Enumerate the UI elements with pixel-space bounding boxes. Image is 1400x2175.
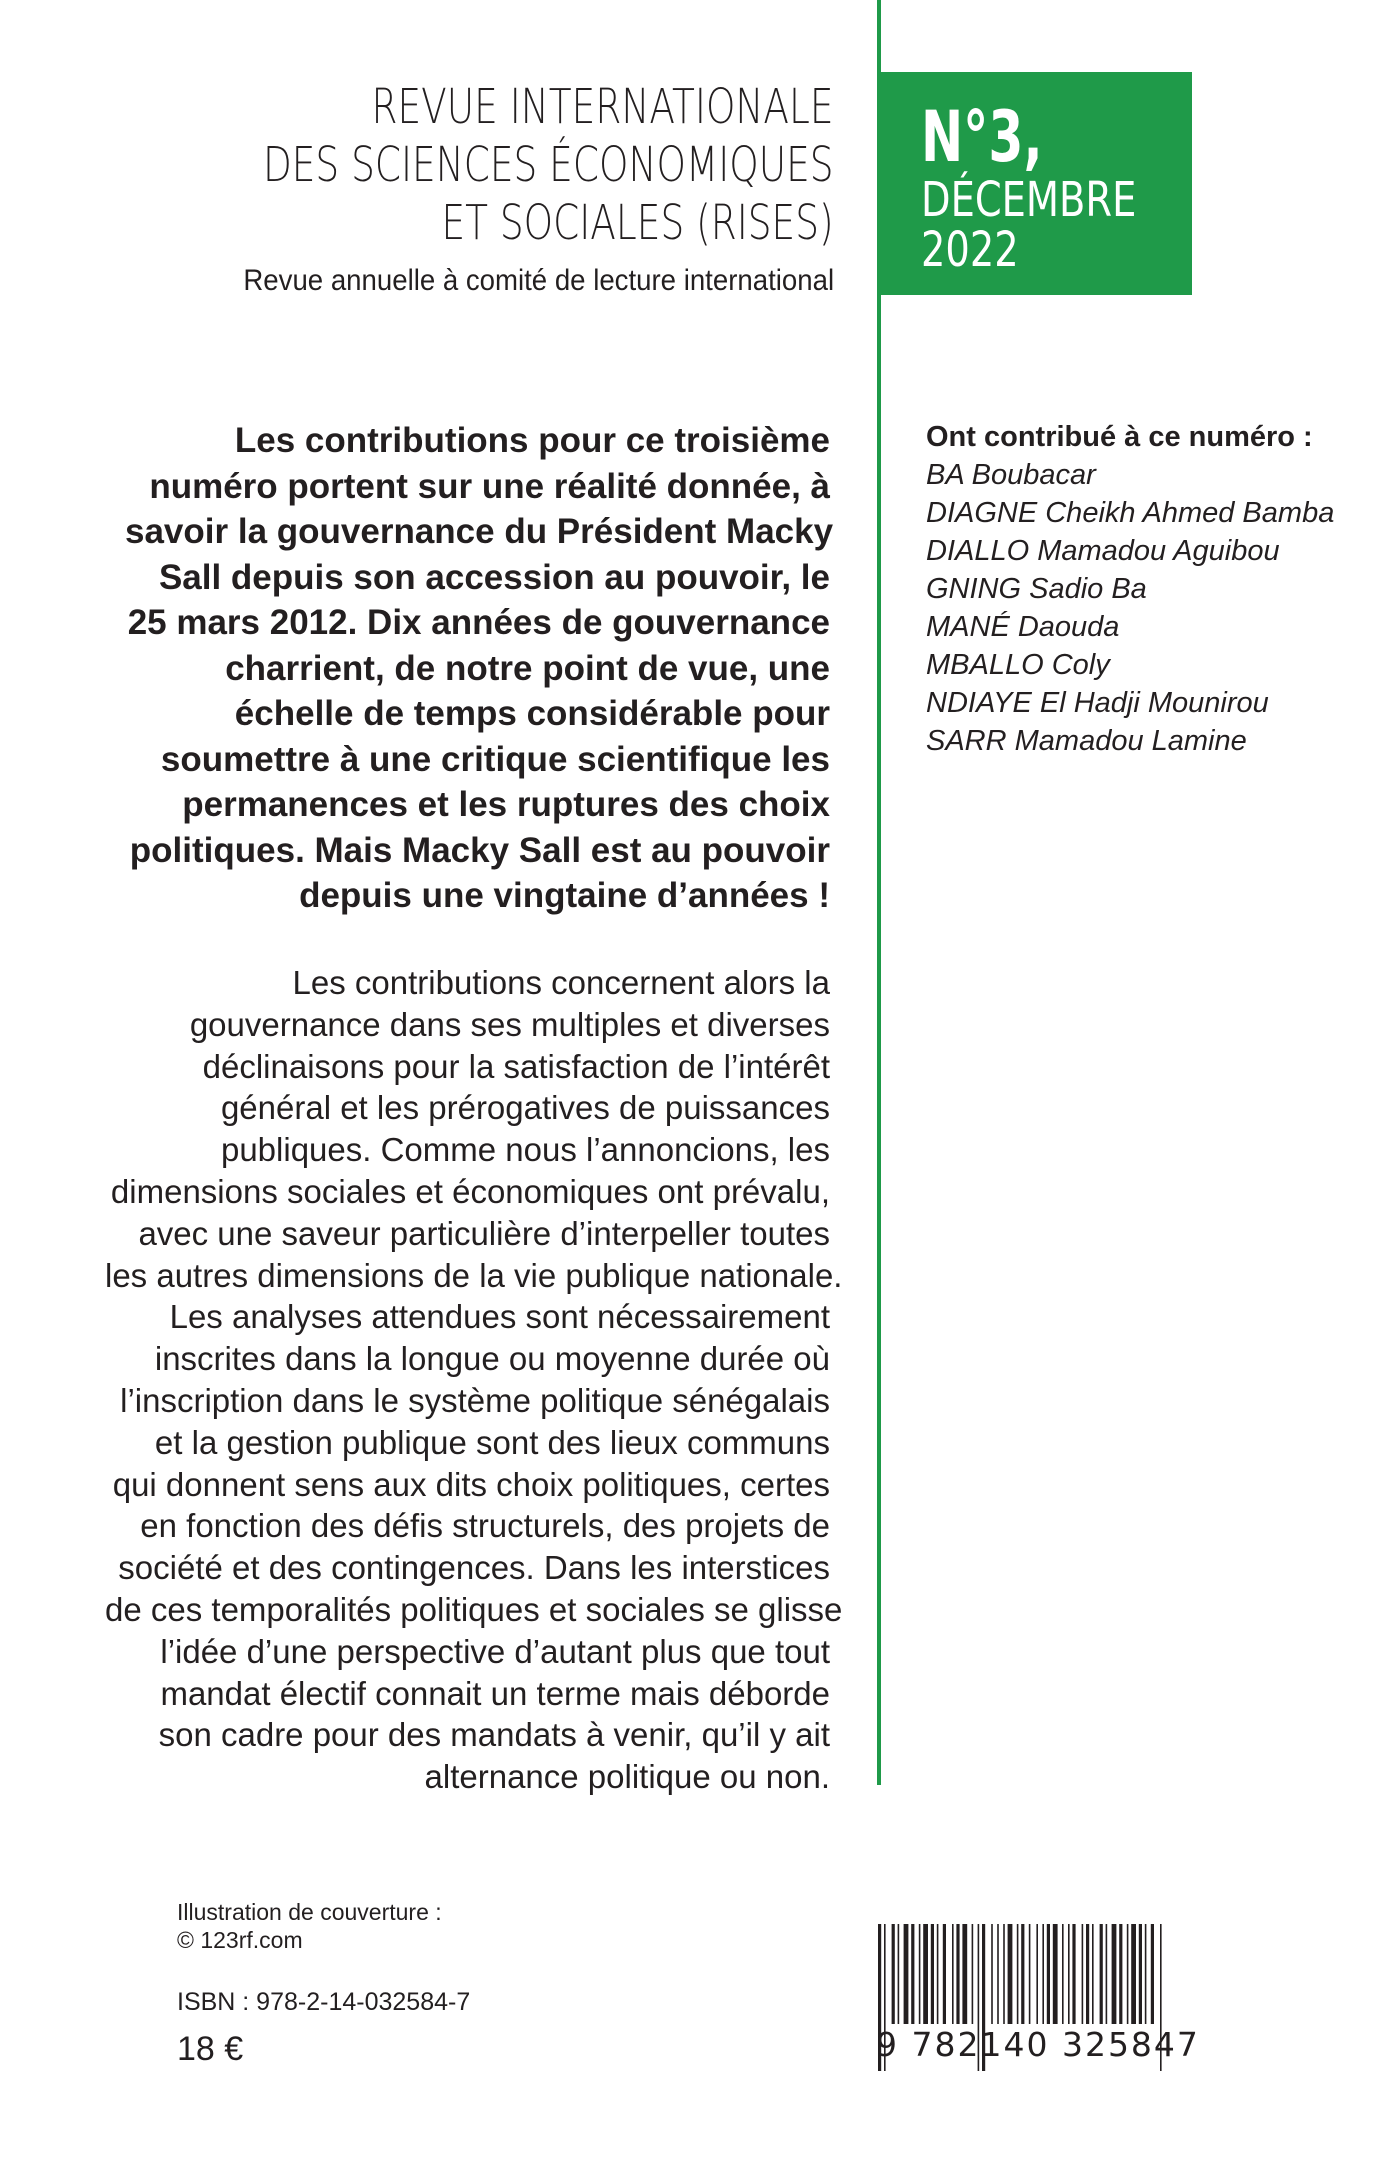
lead-line: savoir la gouvernance du Président Macky bbox=[125, 512, 834, 551]
body-line: l’inscription dans le système politique sénégalais bbox=[120, 1381, 830, 1419]
issue-badge bbox=[881, 72, 1192, 295]
body-line: inscrites dans la longue ou moyenne durée où bbox=[154, 1340, 830, 1378]
body-line: Les contributions concernent alors la bbox=[292, 964, 830, 1001]
body-line: en fonction des défis structurels, des projets de bbox=[140, 1507, 830, 1545]
body-line: mandat électif connait un terme mais déborde bbox=[160, 1674, 830, 1712]
body-line: l’idée d’une perspective d’autant plus que tout bbox=[160, 1632, 830, 1670]
lead-line: Sall depuis son accession au pouvoir, le bbox=[158, 557, 830, 597]
lead-line: numéro portent sur une réalité donnée, à bbox=[149, 466, 830, 506]
contributor-name: BA Boubacar bbox=[926, 459, 1096, 491]
contributor-name: SARR Mamadou Lamine bbox=[926, 725, 1247, 757]
issue-month: DÉCEMBRE bbox=[921, 172, 1137, 228]
contributors-heading: Ont contribué à ce numéro : bbox=[926, 421, 1313, 453]
credit-label: Illustration de couverture : bbox=[177, 1899, 442, 1925]
journal-title-line: DES SCIENCES ÉCONOMIQUES bbox=[263, 137, 834, 193]
contributors-list bbox=[926, 418, 1334, 760]
contributor-name: GNING Sadio Ba bbox=[926, 573, 1147, 605]
journal-title bbox=[263, 78, 834, 252]
journal-title-line: REVUE INTERNATIONALE bbox=[371, 79, 834, 135]
issue-year: 2022 bbox=[921, 222, 1019, 278]
contributor-name: NDIAYE El Hadji Mounirou bbox=[926, 687, 1269, 719]
isbn-text: ISBN : 978-2-14-032584-7 bbox=[177, 1988, 471, 2016]
body-line: qui donnent sens aux dits choix politiques, certes bbox=[112, 1465, 830, 1503]
contributor-name: DIAGNE Cheikh Ahmed Bamba bbox=[926, 497, 1335, 529]
lead-line: soumettre à une critique scientifique les bbox=[160, 739, 830, 779]
cover-illustration-credit bbox=[177, 1898, 442, 1954]
lead-line: depuis une vingtaine d’années ! bbox=[299, 876, 830, 915]
body-line: de ces temporalités politiques et sociales se glisse bbox=[105, 1590, 843, 1628]
lead-line: permanences et les ruptures des choix bbox=[182, 785, 830, 824]
body-line: gouvernance dans ses multiples et diverses bbox=[189, 1005, 830, 1043]
body-line: Les analyses attendues sont nécessairement bbox=[169, 1298, 830, 1336]
body-line: publiques. Comme nous l’annoncions, les bbox=[220, 1131, 830, 1169]
body-line: dimensions sociales et économiques ont prévalu, bbox=[110, 1172, 830, 1210]
journal-title-line: ET SOCIALES (RISES) bbox=[441, 195, 834, 251]
contributor-name: MANÉ Daouda bbox=[926, 611, 1120, 643]
issue-number: N°3, bbox=[921, 96, 1043, 178]
body-line: avec une saveur particulière d’interpeller toutes bbox=[138, 1214, 830, 1252]
body-line: déclinaisons pour la satisfaction de l’intérêt bbox=[202, 1047, 830, 1085]
body-line: alternance politique ou non. bbox=[424, 1758, 830, 1796]
lead-paragraph bbox=[125, 418, 834, 919]
price-text: 18 € bbox=[177, 2030, 244, 2068]
body-line: les autres dimensions de la vie publique nationale. bbox=[105, 1256, 843, 1294]
journal-subtitle: Revue annuelle à comité de lecture international bbox=[243, 264, 834, 297]
contributor-name: MBALLO Coly bbox=[926, 649, 1110, 681]
lead-line: Les contributions pour ce troisième bbox=[234, 421, 830, 460]
credit-source: © 123rf.com bbox=[177, 1927, 303, 1953]
barcode-digits: 9 782140 325847 bbox=[876, 2025, 1200, 2064]
body-line: général et les prérogatives de puissances bbox=[220, 1089, 830, 1127]
lead-line: politiques. Mais Macky Sall est au pouvoir bbox=[129, 830, 830, 870]
body-line: société et des contingences. Dans les interstices bbox=[118, 1549, 830, 1587]
contributor-name: DIALLO Mamadou Aguibou bbox=[926, 535, 1280, 567]
lead-line: charrient, de notre point de vue, une bbox=[225, 648, 830, 688]
lead-line: échelle de temps considérable pour bbox=[234, 694, 830, 733]
body-line: et la gestion publique sont des lieux communs bbox=[154, 1423, 830, 1461]
body-line: son cadre pour des mandats à venir, qu’il y ait bbox=[158, 1716, 830, 1754]
lead-line: 25 mars 2012. Dix années de gouvernance bbox=[127, 603, 830, 642]
body-paragraph bbox=[105, 962, 843, 1798]
